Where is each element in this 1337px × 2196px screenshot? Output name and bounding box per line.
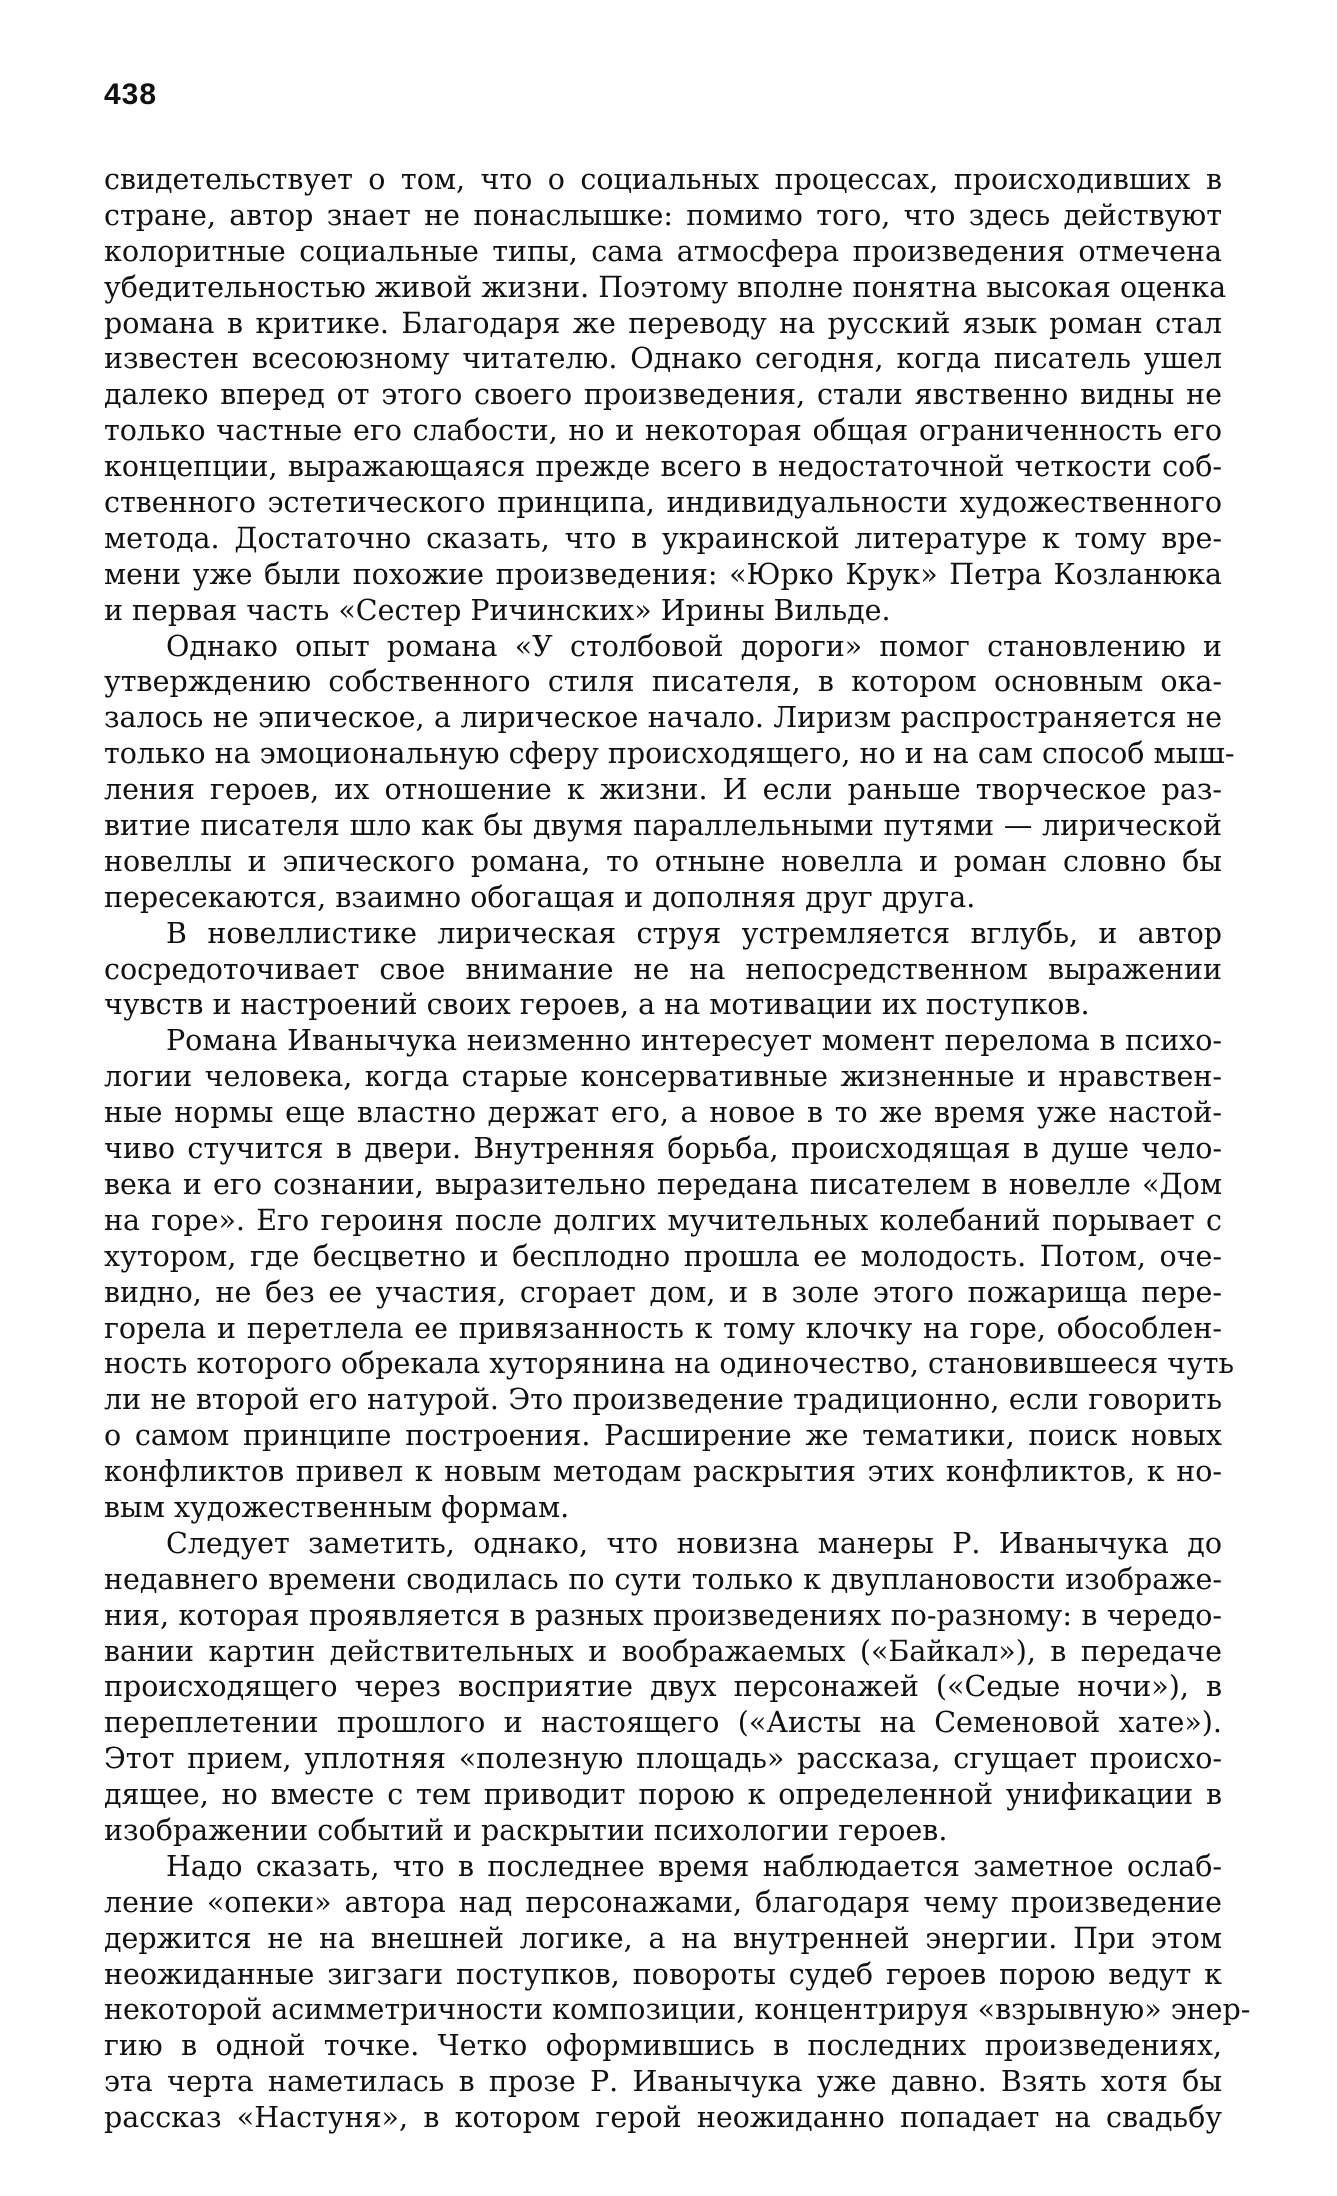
text-line: утверждению собственного стиля писателя, в котором основным ока-: [104, 665, 1222, 699]
text-line: свидетельствует о том, что о социальных процессах, происходивших в: [104, 163, 1222, 196]
text-line: Романа Иванычука неизменно интересует момент перелома в психо-: [166, 1024, 1222, 1058]
text-line: стране, автор знает не понаслышке: помимо того, что здесь действуют: [104, 198, 1222, 232]
paragraph: [104, 162, 1227, 629]
text-line: пересекаются, взаимно обогащая и дополняя друг друга.: [104, 880, 976, 914]
text-line: далеко вперед от этого своего произведения, стали явственно видны не: [104, 378, 1222, 412]
text-line: горела и перетлела ее привязанность к тому клочку на горе, обособлен-: [104, 1311, 1222, 1345]
text-line: вании картин действительных и воображаемых («Байкал»), в передаче: [104, 1634, 1222, 1668]
text-line: переплетении прошлого и настоящего («Аисты на Семеновой хате»).: [104, 1706, 1222, 1740]
paragraph: [104, 1849, 1251, 2136]
text-line: изображении событий и раскрытии психологии героев.: [104, 1813, 948, 1847]
text-line: недавнего времени сводилась по сути только к двуплановости изображе-: [104, 1562, 1222, 1596]
text-line: конфликтов привел к новым методам раскрытия этих конфликтов, к но-: [104, 1455, 1222, 1489]
text-line: ния, которая проявляется в разных произведениях по-разному: в чередо-: [104, 1598, 1222, 1632]
text-line: о самом принципе построения. Расширение же тематики, поиск новых: [104, 1419, 1222, 1453]
text-line: вым художественным формам.: [104, 1490, 570, 1524]
paragraph: [104, 629, 1235, 916]
text-line: неожиданные зигзаги поступков, повороты судеб героев порою ведут к: [104, 1957, 1222, 1991]
text-line: дящее, но вместе с тем приводит порою к определенной унификации в: [104, 1778, 1222, 1812]
text-line: сосредоточивает свое внимание не на непосредственном выражении: [104, 952, 1222, 986]
text-line: на горе». Его героиня после долгих мучительных колебаний порывает с: [104, 1203, 1222, 1237]
text-line: века и его сознании, выразительно передана писателем в новелле «Дом: [104, 1167, 1222, 1201]
text-line: Однако опыт романа «У столбовой дороги» помог становлению и: [166, 629, 1222, 663]
text-line: романа в критике. Благодаря же переводу на русский язык роман стал: [104, 306, 1222, 340]
text-line: Следует заметить, однако, что новизна манеры Р. Иванычука до: [166, 1526, 1222, 1560]
text-line: ление «опеки» автора над персонажами, благодаря чему произведение: [104, 1885, 1222, 1919]
text-line: Этот прием, уплотняя «полезную площадь» рассказа, сгущает происхо-: [104, 1742, 1222, 1776]
text-line: и первая часть «Сестер Ричинских» Ирины Вильде.: [104, 593, 891, 627]
text-line: ли не второй его натурой. Это произведение традиционно, если говорить: [104, 1383, 1222, 1417]
text-line: ные нормы еще властно держат его, а новое в то же время уже настой-: [104, 1096, 1222, 1130]
text-line: чиво стучится в двери. Внутренняя борьба, происходящая в душе чело-: [104, 1132, 1222, 1166]
text-line: чувств и настроений своих героев, а на мотивации их поступков.: [104, 988, 1090, 1022]
text-line: только на эмоциональную сферу происходящего, но и на сам способ мыш-: [104, 737, 1235, 771]
text-line: новеллы и эпического романа, то отныне новелла и роман словно бы: [104, 844, 1222, 878]
body-text: [104, 162, 1251, 2136]
text-line: ность которого обрекала хуторянина на одиночество, становившееся чуть: [104, 1347, 1235, 1381]
text-line: ления героев, их отношение к жизни. И если раньше творческое раз-: [104, 773, 1222, 807]
text-line: известен всесоюзному читателю. Однако сегодня, когда писатель ушел: [104, 342, 1222, 376]
paragraph: [104, 1526, 1222, 1849]
paragraph: [104, 916, 1222, 1024]
text-line: ственного эстетического принципа, индивидуальности художественного: [104, 486, 1222, 520]
text-line: только частные его слабости, но и некоторая общая ограниченность его: [104, 414, 1222, 448]
text-line: рассказ «Настуня», в котором герой неожиданно попадает на свадьбу: [104, 2101, 1222, 2135]
text-line: Надо сказать, что в последнее время наблюдается заметное ослаб-: [166, 1849, 1222, 1883]
text-line: убедительностью живой жизни. Поэтому вполне понятна высокая оценка: [104, 270, 1227, 304]
text-line: мени уже были похожие произведения: «Юрко Крук» Петра Козланюка: [104, 557, 1222, 591]
page-number: 438: [104, 78, 158, 111]
text-line: хутором, где бесцветно и бесплодно прошла ее молодость. Потом, оче-: [104, 1239, 1222, 1273]
text-line: концепции, выражающаяся прежде всего в недостаточной четкости соб-: [104, 450, 1222, 484]
text-line: гию в одной точке. Четко оформившись в последних произведениях,: [104, 2029, 1222, 2063]
text-line: происходящего через восприятие двух персонажей («Седые ночи»), в: [104, 1670, 1222, 1704]
text-line: метода. Достаточно сказать, что в украинской литературе к тому вре-: [104, 521, 1222, 555]
text-line: логии человека, когда старые консервативные жизненные и нравствен-: [104, 1060, 1222, 1094]
text-line: витие писателя шло как бы двумя параллельными путями — лирической: [104, 809, 1222, 843]
text-line: видно, не без ее участия, сгорает дом, и в золе этого пожарища пере-: [104, 1275, 1222, 1309]
text-line: колоритные социальные типы, сама атмосфера произведения отмечена: [104, 234, 1222, 268]
text-line: залось не эпическое, а лирическое начало. Лиризм распространяется не: [104, 701, 1222, 735]
text-line: держится не на внешней логике, а на внутренней энергии. При этом: [104, 1921, 1222, 1955]
text-line: эта черта наметилась в прозе Р. Иванычука уже давно. Взять хотя бы: [104, 2065, 1222, 2099]
text-line: В новеллистике лирическая струя устремляется вглубь, и автор: [166, 916, 1222, 950]
text-line: некоторой асимметричности композиции, концентрируя «взрывную» энер-: [104, 1993, 1251, 2027]
paragraph: [104, 1023, 1235, 1525]
